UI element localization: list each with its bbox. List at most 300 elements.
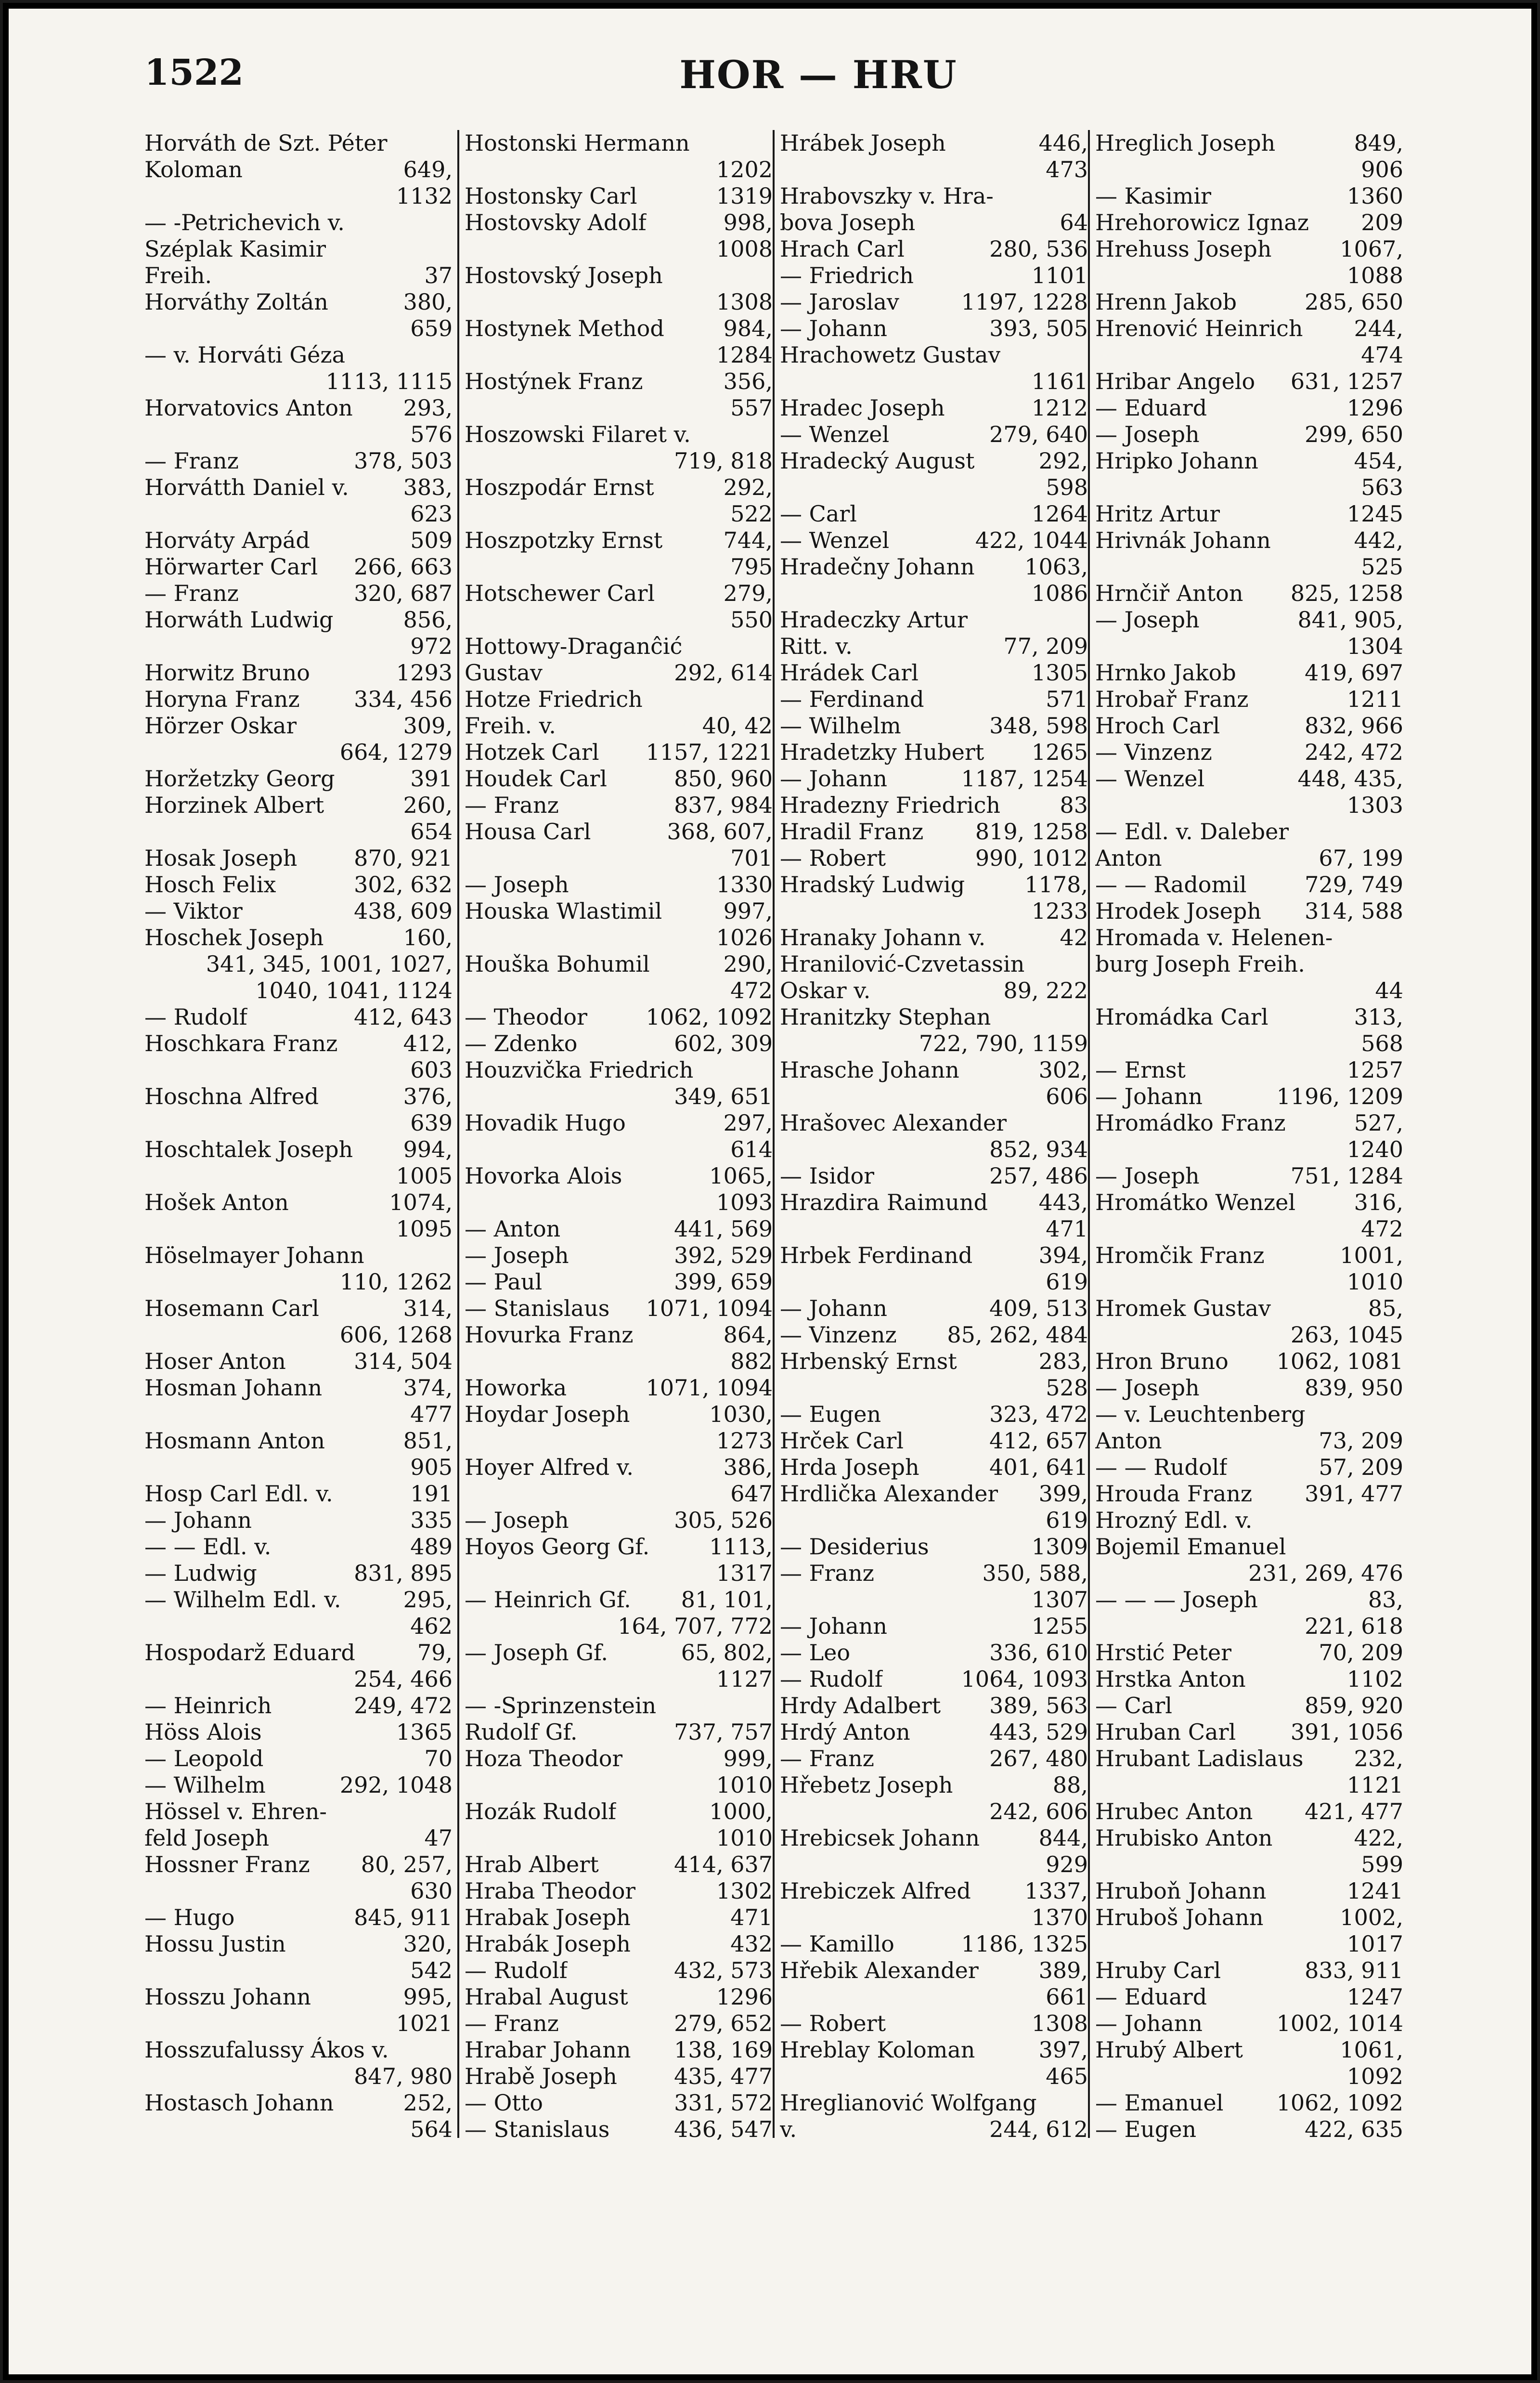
entry-pages: 1211 [1346, 686, 1403, 712]
entry-name: Hotzek Carl [465, 739, 599, 765]
entry-pages: 1002, 1014 [1276, 2010, 1403, 2036]
entry-pages: 47 [424, 1825, 453, 1851]
index-entry [465, 2090, 773, 2116]
entry-pages: 356, [723, 368, 773, 394]
entry-pages: 851, [403, 1428, 453, 1454]
index-entry [780, 1798, 1088, 1825]
column-rule [457, 130, 459, 2138]
index-entry [144, 1454, 453, 1481]
index-entry [144, 1057, 453, 1083]
entry-pages: 1212 [1031, 395, 1088, 421]
entry-pages: 606 [1046, 1083, 1088, 1109]
index-entry [144, 368, 453, 395]
index-entry [465, 1772, 773, 1798]
index-entry [144, 156, 453, 183]
index-entry [1095, 236, 1403, 262]
entry-name: — Rudolf [465, 1957, 568, 1983]
index-entry [465, 713, 773, 739]
entry-name: Hrubisko Anton [1095, 1825, 1273, 1851]
entry-pages: 436, 547 [674, 2116, 773, 2142]
index-entry [465, 1745, 773, 1772]
index-entry [1095, 209, 1403, 236]
index-entry [1095, 315, 1403, 342]
entry-name: — Joseph [1095, 421, 1200, 447]
index-entry [780, 368, 1088, 395]
entry-pages: 839, 950 [1305, 1375, 1403, 1401]
index-entry [780, 1587, 1088, 1613]
index-entry [1095, 1904, 1403, 1931]
entry-pages: 110, 1262 [339, 1269, 453, 1295]
entry-pages: 1005 [396, 1163, 453, 1189]
entry-pages: 489 [410, 1534, 453, 1560]
index-entry [465, 554, 773, 580]
entry-pages: 999, [723, 1745, 773, 1771]
entry-pages: 249, 472 [354, 1693, 453, 1719]
entry-pages: 279, 640 [989, 421, 1088, 447]
entry-pages: 1062, 1081 [1276, 1348, 1403, 1374]
index-entry [465, 1904, 773, 1931]
entry-pages: 722, 790, 1159 [919, 1030, 1088, 1056]
entry-name: v. [780, 2116, 797, 2142]
entry-name: bova Joseph [780, 209, 916, 235]
entry-pages: 1370 [1031, 1904, 1088, 1930]
index-entry [1095, 289, 1403, 315]
index-entry [780, 686, 1088, 713]
entry-name: Hrádek Carl [780, 660, 919, 686]
entry-pages [768, 130, 773, 156]
index-entry [780, 1613, 1088, 1640]
entry-pages: 474 [1361, 342, 1403, 368]
index-entry [1095, 183, 1403, 209]
index-entry [780, 2037, 1088, 2063]
index-entry [144, 1242, 453, 1269]
index-entry [144, 1189, 453, 1216]
index-entry [144, 1640, 453, 1666]
entry-name: Hradečny Johann [780, 554, 975, 580]
entry-pages: 292, [723, 474, 773, 500]
index-entry [465, 2063, 773, 2090]
entry-name: Hossner Franz [144, 1851, 310, 1877]
entry-name: Höss Alois [144, 1719, 262, 1745]
index-entry [465, 1507, 773, 1534]
entry-name: — -Sprinzenstein [465, 1693, 657, 1719]
entry-pages: 1063, [1024, 554, 1088, 580]
entry-pages: 57, 209 [1319, 1454, 1403, 1480]
entry-name: Hreblay Koloman [780, 2037, 975, 2063]
entry-pages: 374, [403, 1375, 453, 1401]
index-entry [780, 130, 1088, 156]
entry-name: Hrazdira Raimund [780, 1189, 988, 1215]
index-entry [144, 448, 453, 474]
entry-name: — Anton [465, 1216, 561, 1242]
index-entry [1095, 1295, 1403, 1322]
entry-pages: 1010 [1346, 1269, 1403, 1295]
index-entry [780, 1030, 1088, 1057]
entry-pages: 341, 345, 1001, 1027, [206, 951, 453, 977]
entry-pages: 659 [410, 315, 453, 341]
entry-pages: 231, 269, 476 [1248, 1560, 1403, 1586]
index-entry [780, 156, 1088, 183]
entry-pages: 525 [1361, 554, 1403, 580]
index-entry [780, 1825, 1088, 1851]
entry-name: — Robert [780, 845, 886, 871]
index-entry [465, 660, 773, 686]
entry-pages [1398, 1507, 1403, 1534]
index-entry [144, 1481, 453, 1507]
entry-name: Hrabal August [465, 1984, 628, 2010]
entry-name: Hoszpotzky Ernst [465, 527, 663, 553]
entry-pages: 847, 980 [354, 2063, 453, 2089]
entry-name: — Eugen [780, 1401, 881, 1427]
entry-pages: 831, 895 [354, 1560, 453, 1586]
entry-pages: 1293 [396, 660, 453, 686]
entry-pages: 209 [1361, 209, 1403, 235]
index-entry [144, 1348, 453, 1375]
entry-pages: 477 [410, 1401, 453, 1427]
entry-pages: 1074, [389, 1189, 453, 1215]
entry-pages: 295, [403, 1587, 453, 1613]
index-entry [780, 1004, 1088, 1030]
entry-name: — Carl [1095, 1693, 1172, 1719]
index-entry [1095, 792, 1403, 819]
entry-pages: 368, 607, [667, 819, 773, 845]
entry-pages: 80, 257, [361, 1851, 453, 1877]
entry-pages: 244, 612 [989, 2116, 1088, 2142]
entry-name: — — — Joseph [1095, 1587, 1258, 1613]
index-entry [144, 1110, 453, 1136]
index-entry [1095, 1825, 1403, 1851]
entry-name: Hospodarž Eduard [144, 1640, 355, 1666]
entry-pages [448, 209, 453, 236]
entry-pages: 1067, [1340, 236, 1403, 262]
entry-name: — Franz [465, 2010, 559, 2036]
entry-pages: 997, [723, 898, 773, 924]
entry-name: Hromčik Franz [1095, 1242, 1265, 1268]
entry-pages: 882 [730, 1348, 773, 1374]
index-entry [144, 898, 453, 925]
entry-name: Hovorka Alois [465, 1163, 622, 1189]
entry-pages: 1247 [1346, 1984, 1403, 2010]
entry-pages: 1273 [716, 1428, 773, 1454]
entry-name: Hruboš Johann [1095, 1904, 1264, 1930]
entry-pages: 302, 632 [354, 872, 453, 898]
entry-pages: 1101 [1031, 262, 1088, 288]
entry-pages: 462 [410, 1613, 453, 1639]
index-entry [465, 1189, 773, 1216]
index-entry [144, 209, 453, 236]
entry-pages: 990, 1012 [975, 845, 1088, 871]
index-entry [144, 792, 453, 819]
entry-name: Anton [1095, 845, 1162, 871]
index-entry [144, 1772, 453, 1798]
entry-pages: 837, 984 [674, 792, 773, 818]
index-entry [144, 819, 453, 845]
entry-pages: 292, 1048 [339, 1772, 453, 1798]
entry-pages: 1061, [1340, 2037, 1403, 2063]
index-entry [1095, 474, 1403, 501]
index-entry [144, 1693, 453, 1719]
index-entry [780, 1375, 1088, 1401]
entry-pages: 623 [410, 501, 453, 527]
entry-name: Hritz Artur [1095, 501, 1220, 527]
index-entry [780, 554, 1088, 580]
entry-pages: 1121 [1346, 1772, 1403, 1798]
index-entry [1095, 872, 1403, 898]
entry-pages: 443, 529 [989, 1719, 1088, 1745]
entry-name: — Franz [144, 448, 239, 474]
entry-name: — Rudolf [780, 1666, 883, 1692]
entry-pages: 984, [723, 315, 773, 341]
index-entry [780, 395, 1088, 421]
index-entry [465, 1931, 773, 1957]
entry-pages: 619 [1046, 1269, 1088, 1295]
entry-name: — v. Horváti Géza [144, 342, 346, 368]
entry-pages: 465 [1046, 2063, 1088, 2089]
entry-pages: 1064, 1093 [961, 1666, 1088, 1692]
entry-pages: 1240 [1346, 1136, 1403, 1162]
entry-name: Hrček Carl [780, 1428, 904, 1454]
index-entry [465, 209, 773, 236]
entry-pages: 550 [730, 607, 773, 633]
entry-name: — Leopold [144, 1745, 264, 1771]
entry-name: Horzinek Albert [144, 792, 324, 818]
entry-name: — Wilhelm [780, 713, 901, 739]
index-entry [144, 1216, 453, 1242]
index-entry [144, 1375, 453, 1401]
index-entry [780, 2063, 1088, 2090]
index-entry [1095, 925, 1403, 951]
entry-pages: 283, [1038, 1348, 1088, 1374]
index-entry [465, 2037, 773, 2063]
entry-pages: 191 [410, 1481, 453, 1507]
entry-name: Hradský Ludwig [780, 872, 965, 898]
entry-pages: 473 [1046, 156, 1088, 182]
entry-name: Hrdy Adalbert [780, 1693, 941, 1719]
entry-pages: 719, 818 [674, 448, 773, 474]
index-entry [1095, 527, 1403, 554]
entry-name: burg Joseph Freih. [1095, 951, 1305, 977]
entry-name: Hostonski Hermann [465, 130, 690, 156]
index-entry [465, 156, 773, 183]
index-entry [465, 1640, 773, 1666]
entry-pages: 279, 652 [674, 2010, 773, 2036]
entry-name: Horvatovics Anton [144, 395, 353, 421]
index-entry [1095, 1057, 1403, 1083]
index-entry [465, 766, 773, 792]
entry-pages: 527, [1354, 1110, 1403, 1136]
entry-pages: 729, 749 [1305, 872, 1403, 898]
index-entry [144, 1587, 453, 1613]
index-entry [780, 607, 1088, 633]
entry-pages: 254, 466 [354, 1666, 453, 1692]
entry-pages: 85, [1368, 1295, 1403, 1321]
entry-pages: 279, [723, 580, 773, 606]
index-entry [780, 1242, 1088, 1269]
entry-name: Ritt. v. [780, 633, 853, 659]
entry-pages [1083, 342, 1088, 368]
index-entry [780, 209, 1088, 236]
index-entry [780, 1904, 1088, 1931]
entry-name: Hoschna Alfred [144, 1083, 319, 1109]
entry-name: Horwitz Bruno [144, 660, 310, 686]
entry-pages: 70, 209 [1319, 1640, 1403, 1666]
entry-name: — Eduard [1095, 1984, 1207, 2010]
entry-pages: 1196, 1209 [1276, 1083, 1403, 1109]
entry-pages: 350, 588, [982, 1560, 1088, 1586]
entry-name: — Johann [780, 315, 888, 341]
entry-name: Hostýnek Franz [465, 368, 643, 394]
index-entry [780, 236, 1088, 262]
entry-pages: 661 [1046, 1984, 1088, 2010]
entry-pages: 314, 504 [354, 1348, 453, 1374]
entry-pages: 1245 [1346, 501, 1403, 527]
index-entry [1095, 262, 1403, 289]
index-entry [1095, 2010, 1403, 2037]
entry-name: Horwáth Ludwig [144, 607, 334, 633]
index-entry [1095, 1454, 1403, 1481]
entry-pages: 1187, 1254 [961, 766, 1088, 792]
entry-pages: 67, 199 [1319, 845, 1403, 871]
entry-pages: 83, [1368, 1587, 1403, 1613]
column-rule [773, 130, 775, 2138]
index-entry [465, 1957, 773, 1984]
entry-name: Hranitzky Stephan [780, 1004, 991, 1030]
entry-name: Hostasch Johann [144, 2090, 334, 2116]
index-entry [780, 1719, 1088, 1745]
entry-name: Hrabák Joseph [465, 1931, 631, 1957]
entry-pages: 1093 [716, 1189, 773, 1215]
index-entry [780, 315, 1088, 342]
entry-pages: 1307 [1031, 1587, 1088, 1613]
index-entry [780, 977, 1088, 1004]
entry-name: Hoszpodár Ernst [465, 474, 654, 500]
entry-pages: 1086 [1031, 580, 1088, 606]
index-entry [465, 2116, 773, 2143]
entry-pages: 1337, [1024, 1878, 1088, 1904]
page-header [144, 52, 1396, 105]
entry-pages: 1088 [1346, 262, 1403, 288]
entry-name: Hrebiczek Alfred [780, 1878, 971, 1904]
index-entry [465, 421, 773, 448]
entry-pages: 1296 [716, 1984, 773, 2010]
entry-name: — Joseph [465, 1507, 569, 1533]
index-entry [144, 1984, 453, 2010]
index-entry [465, 1004, 773, 1030]
entry-name: Hrubec Anton [1095, 1798, 1253, 1824]
index-entry [780, 1136, 1088, 1163]
index-entry [780, 289, 1088, 315]
entry-name: Höselmayer Johann [144, 1242, 364, 1268]
index-entry [780, 739, 1088, 766]
entry-pages [1083, 1004, 1088, 1030]
index-entry [465, 739, 773, 766]
entry-name: Horváth de Szt. Péter [144, 130, 388, 156]
entry-name: — -Petrichevich v. [144, 209, 345, 235]
entry-pages: 1308 [716, 289, 773, 315]
entry-pages: 389, 563 [989, 1693, 1088, 1719]
entry-name: Hostonsky Carl [465, 183, 637, 209]
index-entry [780, 262, 1088, 289]
entry-name: — Franz [780, 1560, 874, 1586]
index-entry [465, 1375, 773, 1401]
index-entry [1095, 1216, 1403, 1242]
index-entry [1095, 1401, 1403, 1428]
entry-pages: 1071, 1094 [646, 1295, 773, 1321]
index-entry [465, 845, 773, 872]
entry-pages: 1026 [716, 925, 773, 951]
index-entry [465, 977, 773, 1004]
index-entry [780, 1057, 1088, 1083]
entry-pages: 244, [1354, 315, 1403, 341]
index-entry [465, 474, 773, 501]
index-entry [780, 1851, 1088, 1878]
entry-name: Hripko Johann [1095, 448, 1258, 474]
index-entry [465, 1851, 773, 1878]
entry-pages: 37 [424, 262, 453, 288]
entry-pages: 442, [1354, 527, 1403, 553]
index-entry [465, 1083, 773, 1110]
entry-name: Hrda Joseph [780, 1454, 919, 1480]
index-entry [144, 1666, 453, 1693]
entry-pages: 232, [1354, 1745, 1403, 1771]
entry-pages: 348, 598 [989, 713, 1088, 739]
entry-pages [1398, 1534, 1403, 1560]
index-entry [465, 819, 773, 845]
entry-name: Hotschewer Carl [465, 580, 655, 606]
index-entry [465, 633, 773, 660]
entry-pages: 852, 934 [989, 1136, 1088, 1162]
entry-pages: 257, 486 [989, 1163, 1088, 1189]
index-entry [780, 2090, 1088, 2116]
entry-pages: 305, 526 [674, 1507, 773, 1533]
entry-pages: 252, [403, 2090, 453, 2116]
entry-pages: 81, 101, [681, 1587, 773, 1613]
index-entry [144, 395, 453, 421]
index-entry [465, 289, 773, 315]
index-entry [144, 1322, 453, 1348]
entry-pages [1398, 1401, 1403, 1428]
entry-pages: 1017 [1346, 1931, 1403, 1957]
entry-name: — Ludwig [144, 1560, 257, 1586]
entry-pages: 160, [403, 925, 453, 951]
entry-name: — Robert [780, 2010, 886, 2036]
entry-name: Hrodek Joseph [1095, 898, 1261, 924]
index-entry [780, 1216, 1088, 1242]
index-entry [144, 1534, 453, 1560]
entry-pages: 639 [410, 1110, 453, 1136]
entry-pages: 397, [1038, 2037, 1088, 2063]
index-entry [465, 1481, 773, 1507]
entry-name: Hosch Felix [144, 872, 276, 898]
index-entry [1095, 395, 1403, 421]
entry-pages: 599 [1361, 1851, 1403, 1877]
index-entry [1095, 1984, 1403, 2010]
index-entry [465, 1587, 773, 1613]
entry-pages: 1265 [1031, 739, 1088, 765]
index-entry [1095, 1189, 1403, 1216]
entry-pages: 349, 651 [674, 1083, 773, 1109]
index-entry [144, 1904, 453, 1931]
entry-name: Horžetzky Georg [144, 766, 335, 792]
entry-pages: 438, 609 [354, 898, 453, 924]
entry-pages: 401, 641 [989, 1454, 1088, 1480]
index-entry [144, 315, 453, 342]
index-entry [1095, 739, 1403, 766]
index-entry [144, 527, 453, 554]
entry-name: Hranaky Johann v. [780, 925, 986, 951]
entry-name: Hozák Rudolf [465, 1798, 617, 1824]
entry-pages: 323, 472 [989, 1401, 1088, 1427]
